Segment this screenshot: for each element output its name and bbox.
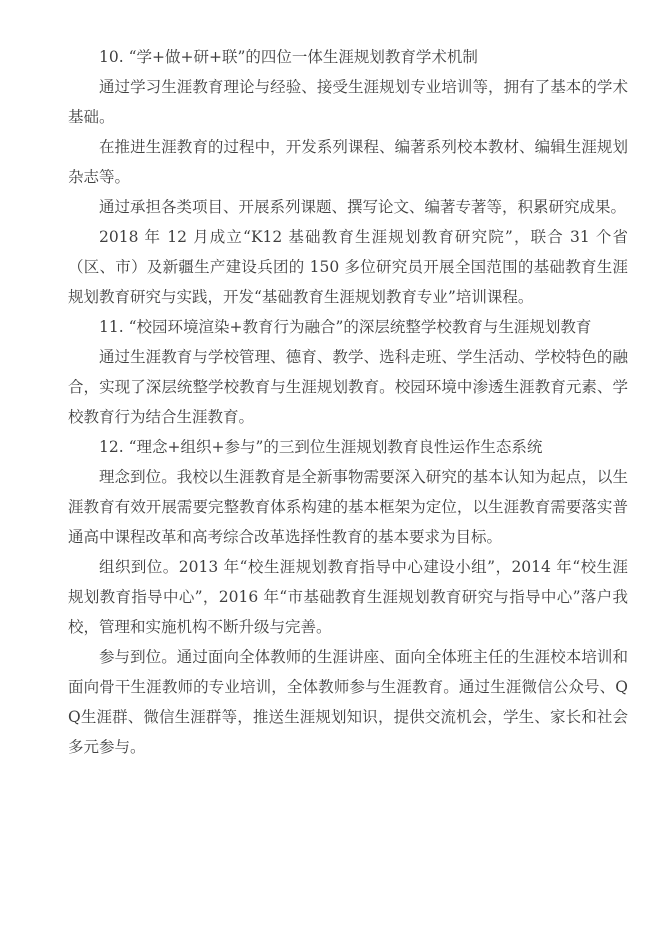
section-heading-11: 11. “校园环境渲染+教育行为融合”的深层统整学校教育与生涯规划教育 xyxy=(99,318,592,336)
paragraph-10-2: 在推进生涯教育的过程中，开发系列课程、编著系列校本教材、编辑生涯规划杂志等。 xyxy=(68,138,628,186)
paragraph-10-3: 通过承担各类项目、开展系列课题、撰写论文、编著专著等，积累研究成果。 xyxy=(99,198,627,216)
section-heading-10: 10. “学+做+研+联”的四位一体生涯规划教育学术机制 xyxy=(99,48,478,66)
paragraph-11-1: 通过生涯教育与学校管理、德育、教学、选科走班、学生活动、学校特色的融合，实现了深层统整学校教育与生涯规划教育。校园环境中渗透生涯教育元素、学校教育行为结合生涯教育。 xyxy=(68,348,628,426)
paragraph-12-2: 组织到位。2013 年“校生涯规划教育指导中心建设小组”，2014 年“校生涯规划教育指导中心”，2016 年“市基础教育生涯规划教育研究与指导中心”落户我校，管理和实施机构不断升级与完善。 xyxy=(68,558,628,636)
paragraph-12-1: 理念到位。我校以生涯教育是全新事物需要深入研究的基本认知为起点，以生涯教育有效开展需要完整教育体系构建的基本框架为定位，以生涯教育需要落实普通高中课程改革和高考综合改革选择性教育的基本要求为目标。 xyxy=(68,468,628,546)
document-text-block xyxy=(68,42,628,762)
paragraph-12-3: 参与到位。通过面向全体教师的生涯讲座、面向全体班主任的生涯校本培训和面向骨干生涯教师的专业培训，全体教师参与生涯教育。通过生涯微信公众号、QQ生涯群、微信生涯群等，推送生涯规划知识，提供交流机会，学生、家长和社会多元参与。 xyxy=(68,648,628,756)
paragraph-10-1: 通过学习生涯教育理论与经验、接受生涯规划专业培训等，拥有了基本的学术基础。 xyxy=(68,78,628,126)
paragraph-10-4: 2018 年 12 月成立“K12 基础教育生涯规划教育研究院”，联合 31 个省（区、市）及新疆生产建设兵团的 150 多位研究员开展全国范围的基础教育生涯规划教育研究与实践，开发“基础教育生涯规划教育专业”培训课程。 xyxy=(68,228,628,306)
section-heading-12: 12. “理念+组织+参与”的三到位生涯规划教育良性运作生态系统 xyxy=(99,438,543,456)
